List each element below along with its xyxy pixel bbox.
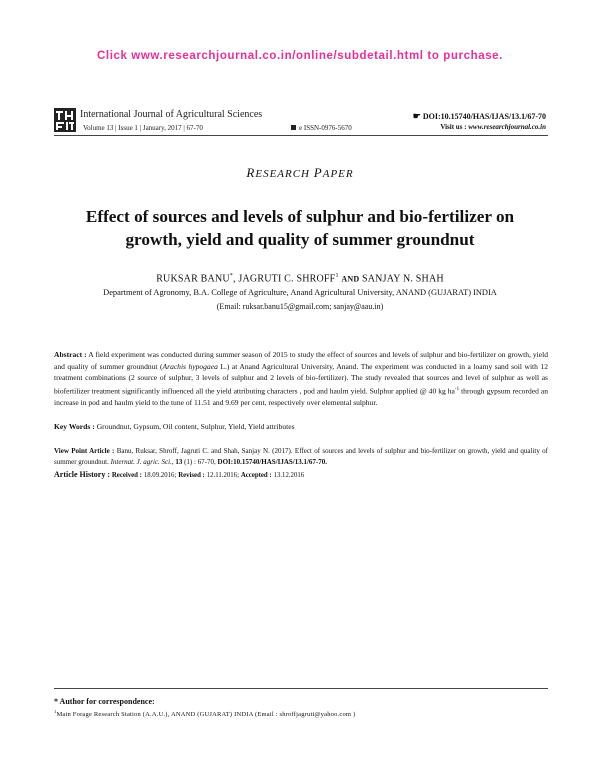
paper-type-word-2: APER bbox=[322, 168, 354, 180]
square-bullet-icon bbox=[291, 125, 296, 130]
author-2-mark: 1 bbox=[335, 273, 339, 279]
author-1-mark: * bbox=[229, 273, 233, 279]
correspondence-label: * Author for correspondence: bbox=[54, 697, 155, 706]
visit-label: Visit us : bbox=[440, 123, 467, 131]
history-label: Article History : bbox=[54, 470, 110, 479]
citation-pages: (1) : 67-70, bbox=[182, 458, 216, 466]
keywords bbox=[54, 422, 548, 431]
unit-superscript: -1 bbox=[454, 386, 460, 392]
paper-type bbox=[0, 165, 600, 181]
article-history bbox=[54, 470, 548, 479]
abstract-text-2: L.) at Anand Agricultural University, Anand. The experiment was conducted in a loamy sand soil with 12 treatment combinations (2 source of sulphur, 3 levels of sulphur and 2 levels of bio-fertilizer). The study revealed that sources and level of sulphur as well as biofertilizer treatment significantly influenced all the yield attributing characters , pod and haulm yield. Sulphur applied @ 40 kg ha bbox=[54, 361, 548, 396]
paper-type-initial-2: P bbox=[313, 165, 323, 180]
citation-label: View Point Article : bbox=[54, 447, 115, 455]
keywords-label: Key Words : bbox=[54, 422, 95, 431]
citation-doi: DOI:10.15740/HAS/IJAS/13.1/67-70. bbox=[217, 458, 328, 466]
purchase-link-banner[interactable]: Click www.researchjournal.co.in/online/subdetail.html to purchase. bbox=[97, 50, 503, 62]
journal-logo bbox=[54, 108, 76, 132]
issn-line bbox=[291, 124, 352, 132]
header-divider bbox=[54, 135, 548, 136]
citation: View Point Article : Banu, Ruksar, Shroff, Jagruti C. and Shah, Sanjay N. (2017). Effect of sources and levels of sulphur and bio-fertilizer on growth, yield and quality of summer groundnut. Internat. J. agric. Sci., 13 (1) : 67-70, DOI:10.15740/HAS/IJAS/13.1/67-70. bbox=[54, 447, 548, 466]
author-2: JAGRUTI C. SHROFF bbox=[238, 273, 336, 285]
citation-text: Banu, Ruksar, Shroff, Jagruti C. and Shah, Sanjay N. (2017). Effect of sources and levels of sulphur and bio-fertilizer on growth, yield and quality of summer groundnut. bbox=[54, 447, 548, 466]
paper-type-word-1: ESEARCH bbox=[255, 168, 311, 180]
author-3: SANJAY N. SHAH bbox=[362, 273, 444, 285]
abstract-text-3: through gypsum recorded an increase in pod and haulm yield to the tune of 11.51 and 9.69 per cent, respectively over elemental sulphur. bbox=[54, 386, 548, 407]
correspondence-address bbox=[54, 709, 355, 718]
received-label: Received : bbox=[111, 472, 142, 479]
citation-volume: 13 bbox=[175, 458, 183, 466]
author-affiliation: Department of Agronomy, B.A. College of Agriculture, Anand Agricultural University, ANAND (GUJARAT) INDIA bbox=[103, 288, 497, 297]
author-1: RUKSAR BANU bbox=[156, 273, 230, 285]
author-conjunction: AND bbox=[341, 274, 360, 284]
revised-label: Revised : bbox=[178, 472, 205, 479]
journal-name: International Journal of Agricultural Sciences bbox=[80, 109, 263, 120]
keywords-text: Groundnut, Gypsum, Oil content, Sulphur, Yield, Yield attributes bbox=[96, 422, 295, 431]
paper-title: Effect of sources and levels of sulphur and bio-fertilizer on growth, yield and quality of summer groundnut bbox=[85, 207, 515, 249]
doi-text: DOI:10.15740/HAS/IJAS/13.1/67-70 bbox=[422, 112, 546, 121]
journal-issue: Volume 13 | Issue 1 | January, 2017 | 67-70 bbox=[83, 124, 203, 132]
accepted-label: Accepted : bbox=[240, 472, 272, 479]
issn-number: e ISSN-0976-5670 bbox=[299, 124, 352, 132]
visit-us-line bbox=[440, 123, 546, 131]
received-date: 18.09.2016; bbox=[143, 472, 177, 479]
paper-type-initial-1: R bbox=[246, 165, 256, 180]
footer-divider bbox=[54, 688, 548, 689]
doi-header[interactable] bbox=[413, 111, 546, 122]
author-emails: (Email: ruksar.banu15@gmail.com; sanjay@aau.in) bbox=[216, 302, 384, 311]
abstract-text-1: A field experiment was conducted during summer season of 2015 to study the effect of sources and levels of sulphur and bio-fertilizer on growth, yield and quality of summer groundnut ( bbox=[54, 350, 548, 371]
author-list: RUKSAR BANU*, JAGRUTI C. SHROFF$^1$ AND SANJAY N. SHAH bbox=[156, 273, 444, 285]
pointing-hand-icon: ☛ bbox=[412, 111, 421, 121]
accepted-date: 13.12.2016 bbox=[273, 472, 305, 479]
address-mark: 1 bbox=[54, 709, 57, 714]
species-name: Arachis hypogaea bbox=[162, 361, 218, 371]
address-text: Main Forage Research Station (A.A.U.), ANAND (GUJARAT) INDIA (Email : shroffjagruti@yahoo.com ) bbox=[56, 711, 356, 719]
journal-website-link[interactable]: www.researchjournal.co.in bbox=[468, 123, 546, 131]
abstract-label: Abstract : bbox=[54, 350, 87, 359]
citation-journal: Internat. J. agric. Sci. bbox=[110, 458, 172, 466]
abstract bbox=[54, 349, 548, 408]
revised-date: 12.11.2016; bbox=[206, 472, 239, 479]
